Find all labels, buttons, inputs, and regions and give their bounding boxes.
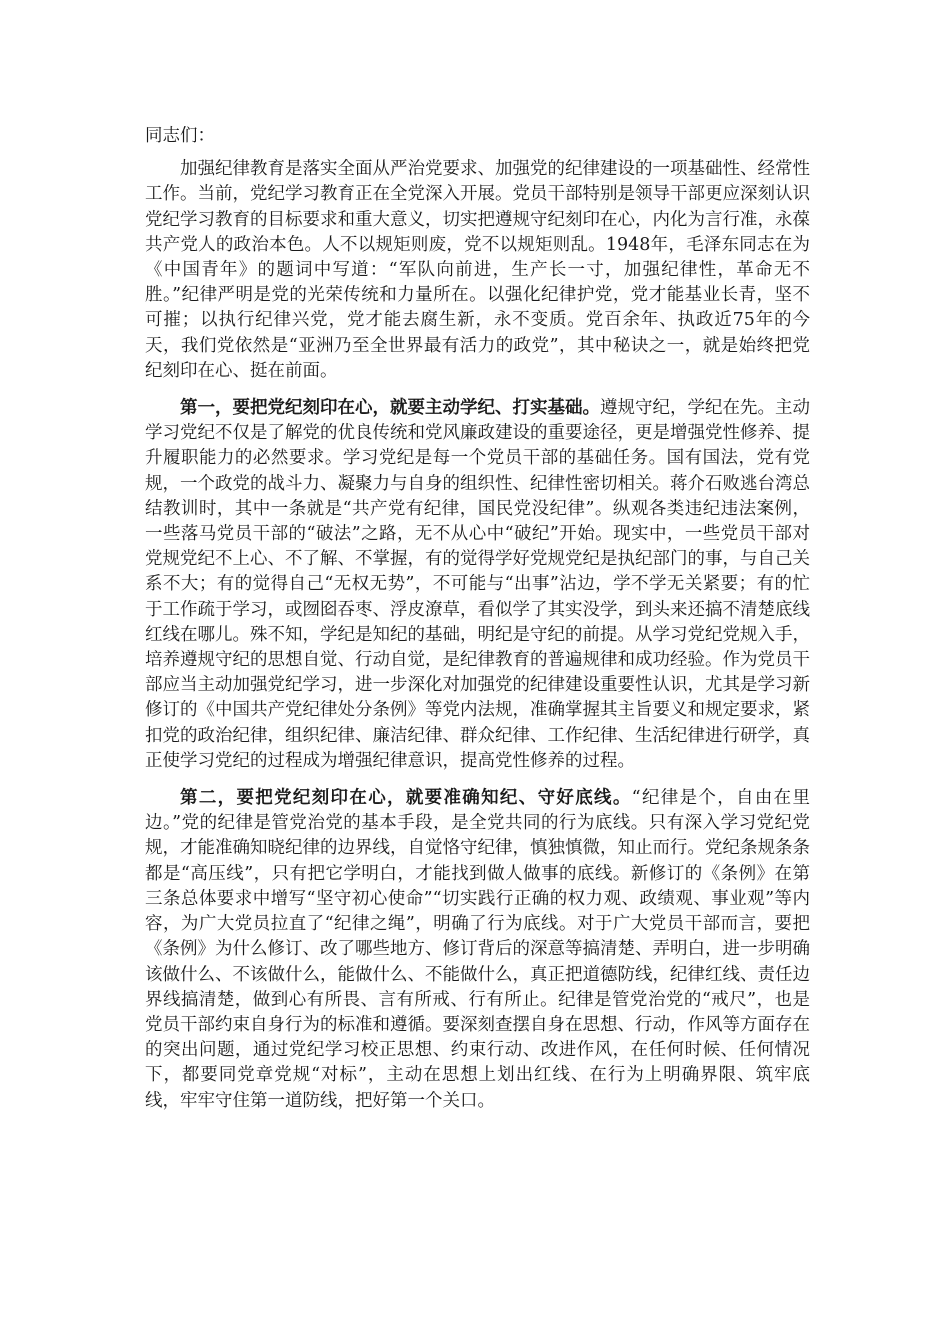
paragraph-text: 加强纪律教育是落实全面从严治党要求、加强党的纪律建设的一项基础性、经常性工作。当前，党纪学习教育正在全党深入开展。党员干部特别是领导干部更应深刻认识党纪学习教育的目标要求和重大意义，切实把遵规守纪刻印在心，内化为言行准，永葆共产党人的政治本色。人不以规矩则废，党不以规矩则乱。1948年，毛泽东同志在为《中国青年》的题词中写道：“军队向前进，生产长一寸，加强纪律性，革命无不胜。”纪律严明是党的光荣传统和力量所在。以强化纪律护党，党才能基业长青，坚不可摧；以执行纪律兴党，党才能去腐生新，永不变质。党百余年、执政近75年的今天，我们党依然是“亚洲乃至全世界最有活力的政党”，其中秘诀之一，就是始终把党纪刻印在心、挺在前面。 (145, 159, 810, 381)
paragraph-lead: 第二，要把党纪刻印在心，就要准确知纪、守好底线。 (180, 788, 632, 809)
paragraph-first-point (145, 396, 810, 774)
document-body (145, 124, 810, 1126)
paragraph-lead: 第一，要把党纪刻印在心，就要主动学纪、打实基础。 (180, 398, 600, 419)
paragraph-text: 遵规守纪，学纪在先。主动学习党纪不仅是了解党的优良传统和党风廉政建设的重要途径，更是增强党性修养、提升履职能力的必然要求。学习党纪是每一个党员干部的基础任务。国有国法，党有党规，一个政党的战斗力、凝聚力与自身的组织性、纪律性密切相关。蒋介石败逃台湾总结教训时，其中一条就是“共产党有纪律，国民党没纪律”。纵观各类违纪违法案例，一些落马党员干部的“破法”之路，无不从心中“破纪”开始。现实中，一些党员干部对党规党纪不上心、不了解、不掌握，有的觉得学好党规党纪是执纪部门的事，与自己关系不大；有的觉得自己“无权无势”，不可能与“出事”沾边，学不学无关紧要；有的忙于工作疏于学习，或囫囵吞枣、浮皮潦草，看似学了其实没学，到头来还搞不清楚底线红线在哪儿。殊不知，学纪是知纪的基础，明纪是守纪的前提。从学习党纪党规入手，培养遵规守纪的思想自觉、行动自觉，是纪律教育的普遍规律和成功经验。作为党员干部应当主动加强党纪学习，进一步深化对加强党的纪律建设重要性认识，尤其是学习新修订的《中国共产党纪律处分条例》等党内法规，准确掌握其主旨要义和规定要求，紧扣党的政治纪律，组织纪律、廉洁纪律、群众纪律、工作纪律、生活纪律进行研学，真正使学习党纪的过程成为增强纪律意识，提高党性修养的过程。 (145, 398, 810, 771)
paragraph-second-point (145, 786, 810, 1114)
salutation: 同志们： (145, 126, 215, 146)
paragraph-text: “纪律是个，自由在里边。”党的纪律是管党治党的基本手段，是全党共同的行为底线。只有深入学习党纪党规，才能准确知晓纪律的边界线，自觉恪守纪律，慎独慎微，知止而行。党纪条规条条都是“高压线”，只有把它学明白，才能找到做人做事的底线。新修订的《条例》在第三条总体要求中增写“坚守初心使命”“切实践行正确的权力观、政绩观、事业观”等内容，为广大党员拉直了“纪律之绳”，明确了行为底线。对于广大党员干部而言，要把《条例》为什么修订、改了哪些地方、修订背后的深意等搞清楚、弄明白，进一步明确该做什么、不该做什么，能做什么、不能做什么，真正把道德防线，纪律红线、责任边界线搞清楚，做到心有所畏、言有所戒、行有所止。纪律是管党治党的“戒尺”，也是党员干部约束自身行为的标准和遵循。要深刻查摆自身在思想、行动，作风等方面存在的突出问题，通过党纪学习校正思想、约束行动、改进作风，在任何时候、任何情况下，都要同党章党规“对标”，主动在思想上划出红线、在行为上明确界限、筑牢底线，牢牢守住第一道防线，把好第一个关口。 (145, 788, 810, 1111)
paragraph-intro (145, 157, 810, 384)
